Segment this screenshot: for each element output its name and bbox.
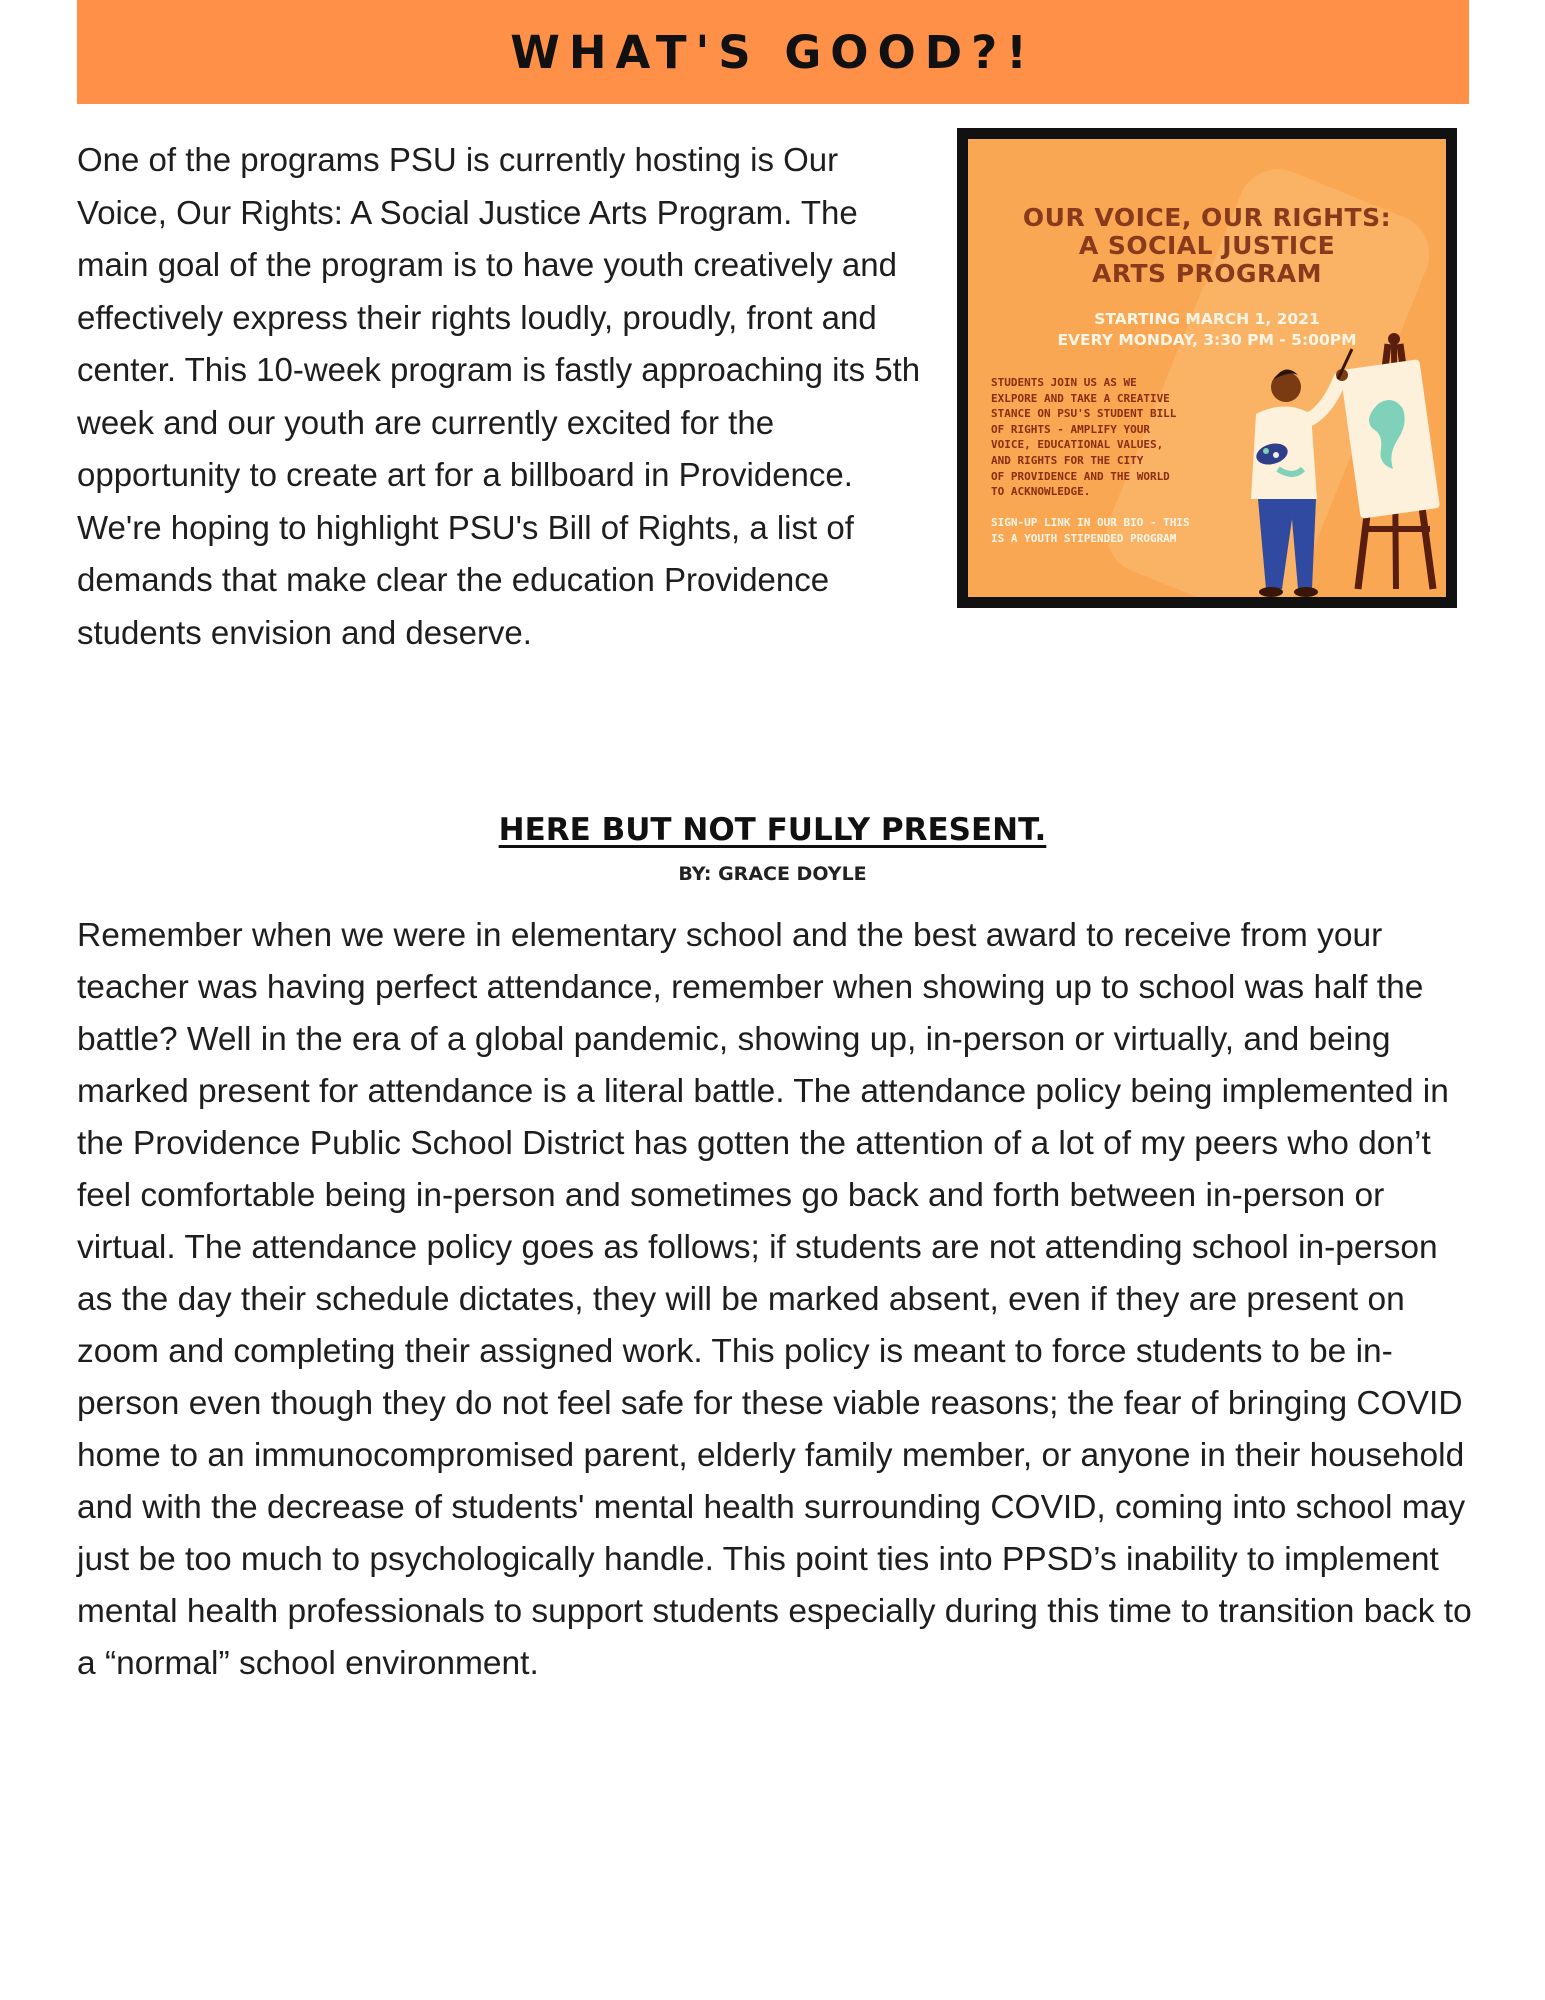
intro-paragraph: One of the programs PSU is currently hosting is Our Voice, Our Rights: A Social Justice Arts Program. The main goal of the program is to have youth creatively and effectively express their rights loudly, proudly, front and center. This 10-week program is fastly approaching its 5th week and our youth are currently excited for the opportunity to create art for a billboard in Providence. We're hoping to highlight PSU's Bill of Rights, a list of demands that make clear the education Providence students envision and deserve. (77, 141, 921, 651)
flyer-title: OUR VOICE, OUR RIGHTS: A SOCIAL JUSTICE ARTS PROGRAM (1022, 203, 1392, 288)
article-headline: HERE BUT NOT FULLY PRESENT. (498, 812, 1047, 848)
header-banner (77, 0, 1469, 104)
article-byline: BY: GRACE DOYLE (678, 863, 867, 885)
flyer-description: STUDENTS JOIN US AS WE EXLPORE AND TAKE A CREATIVE STANCE ON PSU'S STUDENT BILL OF RIGHTS - AMPLIFY YOUR VOICE, EDUCATIONAL VALUES, AND RIGHTS FOR THE CITY OF PROVIDENCE AND THE WORLD TO ACKNOWLEDGE. (991, 376, 1177, 499)
page-title: WHAT'S GOOD?! (510, 25, 1036, 79)
painter-illustration (1238, 329, 1448, 608)
painter-figure-icon (1251, 349, 1352, 597)
flyer-signup-note: SIGN-UP LINK IN OUR BIO - THIS IS A YOUTH STIPENDED PROGRAM (991, 516, 1190, 545)
flyer-schedule: STARTING MARCH 1, 2021 EVERY MONDAY, 3:30 PM - 5:00PM (1057, 310, 1357, 349)
canvas-icon (1340, 359, 1440, 519)
program-flyer (957, 128, 1457, 608)
article-body: Remember when we were in elementary school and the best award to receive from your teacher was having perfect attendance, remember when showing up to school was half the battle? Well in the era of a global pandemic, showing up, in-person or virtually, and being marked present for attendance is a literal battle. The attendance policy being implemented in the Providence Public School District has gotten the attention of a lot of my peers who don’t feel comfortable being in-person and sometimes go back and forth between in-person or virtual. The attendance policy goes as follows; if students are not attending school in-person as the day their schedule dictates, they will be marked absent, even if they are present on zoom and completing their assigned work. This policy is meant to force students to be in-person even though they do not feel safe for these viable reasons; the fear of bringing COVID home to an immunocompromised parent, elderly family member, or anyone in their household and with the decrease of students' mental health surrounding COVID, coming into school may just be too much to psychologically handle. This point ties into PPSD’s inability to implement mental health professionals to support students especially during this time to transition back to a “normal” school environment. (77, 917, 1472, 1682)
